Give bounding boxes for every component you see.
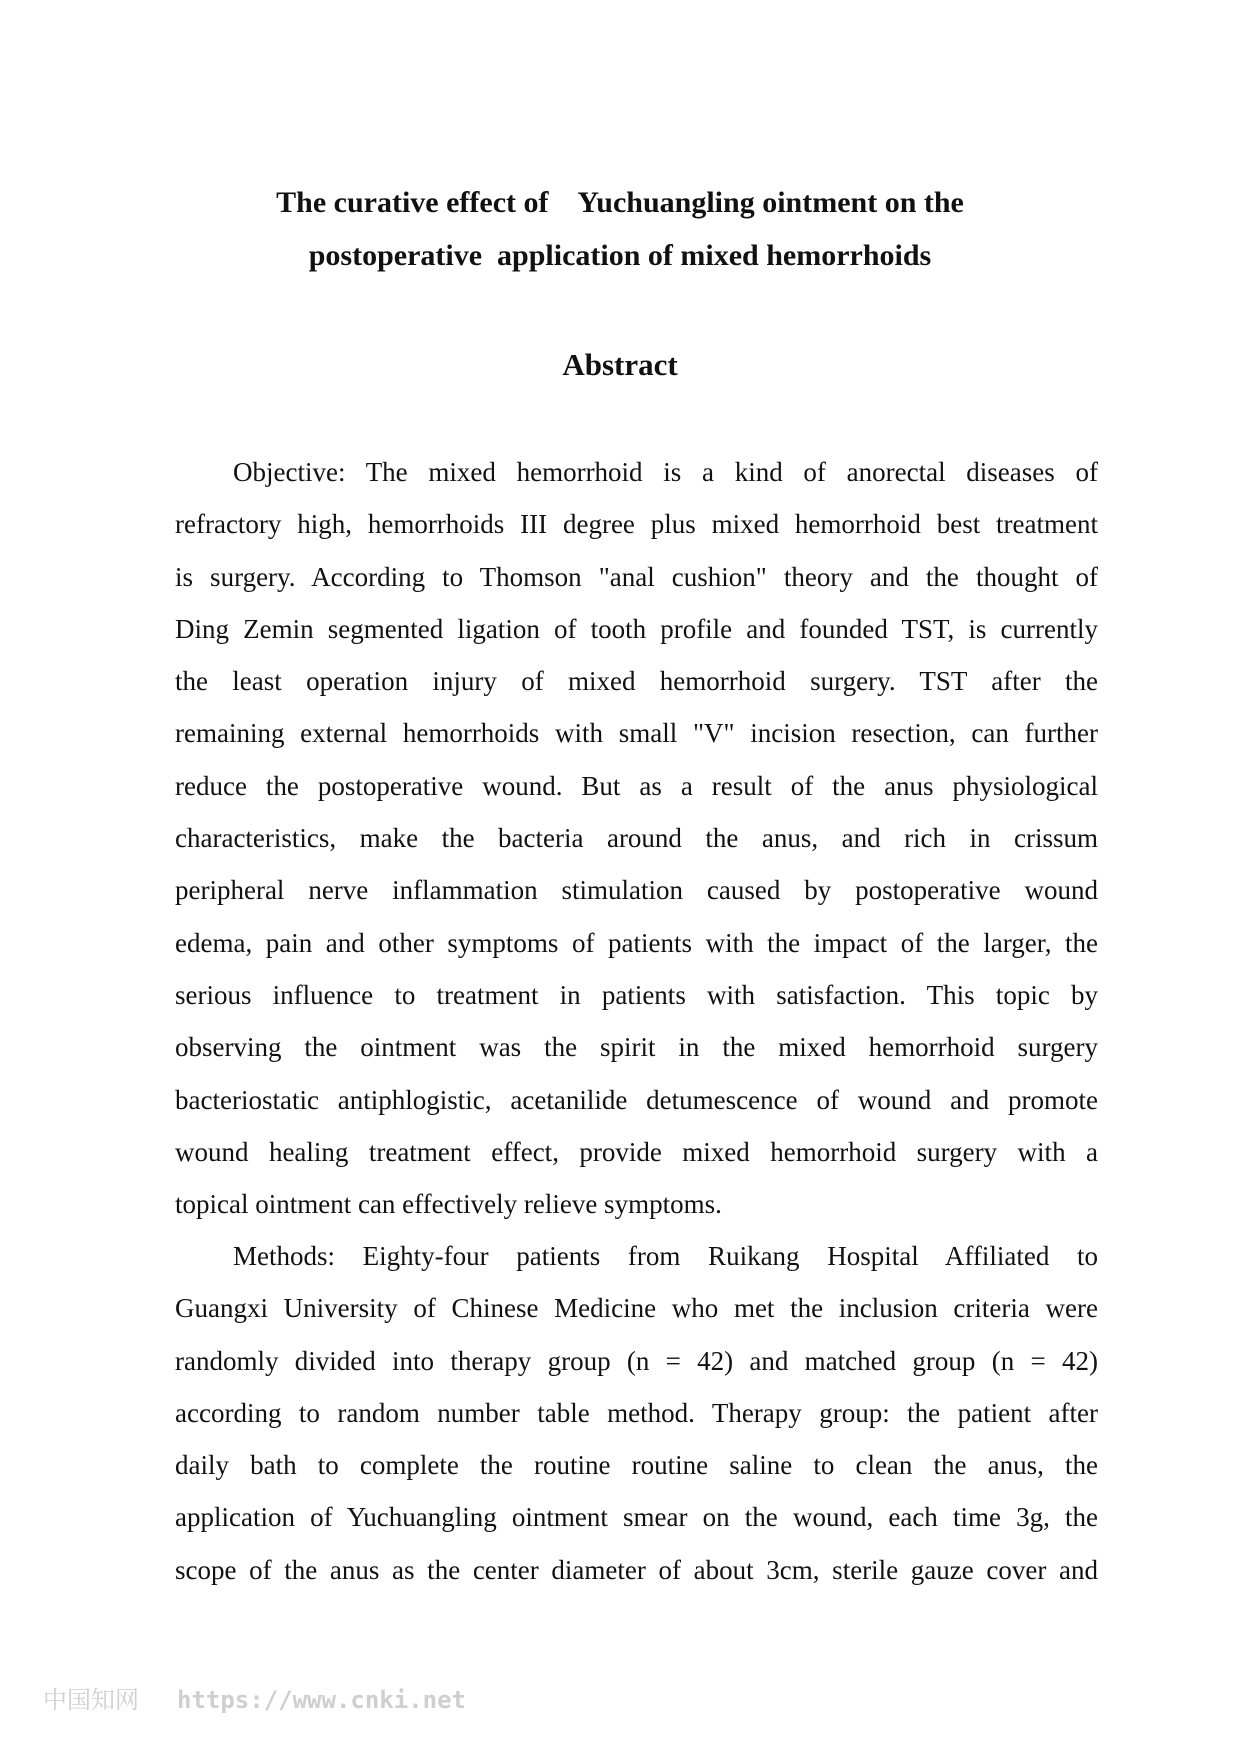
paragraph-line: topical ointment can effectively relieve symptoms. <box>175 1189 722 1220</box>
paragraph-line: Ding Zemin segmented ligation of tooth profile and founded TST, is currently <box>175 613 1098 644</box>
paragraph-line: application of Yuchuangling ointment smear on the wound, each time 3g, the <box>175 1502 1098 1533</box>
paragraph-line: scope of the anus as the center diameter of about 3cm, sterile gauze cover and <box>175 1554 1098 1585</box>
paragraph-line: edema, pain and other symptoms of patients with the impact of the larger, the <box>175 927 1098 958</box>
watermark-url: https://www.cnki.net <box>177 1686 466 1714</box>
paragraph-line: refractory high, hemorrhoids III degree plus mixed hemorrhoid best treatment <box>175 509 1098 540</box>
watermark-site-name: 中国知网 <box>43 1686 139 1714</box>
paper-title-line-1: The curative effect of Yuchuangling ointment on the <box>276 186 964 219</box>
paragraph-line: randomly divided into therapy group (n = 42) and matched group (n = 42) <box>175 1345 1098 1376</box>
paragraph-line: observing the ointment was the spirit in the mixed hemorrhoid surgery <box>175 1032 1098 1063</box>
paragraph-line: serious influence to treatment in patients with satisfaction. This topic by <box>175 979 1098 1010</box>
paragraph-line: Objective: The mixed hemorrhoid is a kind of anorectal diseases of <box>233 457 1098 487</box>
paragraph-line: is surgery. According to Thomson "anal cushion" theory and the thought of <box>175 561 1098 592</box>
objective-paragraph <box>175 446 1098 1230</box>
paragraph-line: the least operation injury of mixed hemorrhoid surgery. TST after the <box>175 666 1098 697</box>
paragraph-line: reduce the postoperative wound. But as a result of the anus physiological <box>175 770 1098 801</box>
paragraph-line: Guangxi University of Chinese Medicine who met the inclusion criteria were <box>175 1293 1098 1324</box>
paper-title-line-2: postoperative application of mixed hemorrhoids <box>308 239 932 272</box>
methods-paragraph <box>175 1230 1098 1596</box>
paragraph-line: bacteriostatic antiphlogistic, acetanilide detumescence of wound and promote <box>175 1084 1098 1115</box>
paragraph-line: peripheral nerve inflammation stimulation caused by postoperative wound <box>175 875 1098 906</box>
paragraph-line: daily bath to complete the routine routine saline to clean the anus, the <box>175 1450 1098 1481</box>
cnki-watermark <box>43 1680 466 1715</box>
abstract-heading: Abstract <box>562 347 678 382</box>
paragraph-line: remaining external hemorrhoids with small "V" incision resection, can further <box>175 718 1098 749</box>
paragraph-line: Methods: Eighty-four patients from Ruikang Hospital Affiliated to <box>233 1241 1098 1271</box>
paragraph-line: characteristics, make the bacteria around the anus, and rich in crissum <box>175 823 1098 854</box>
paragraph-line: according to random number table method. Therapy group: the patient after <box>175 1397 1098 1428</box>
paragraph-line: wound healing treatment effect, provide mixed hemorrhoid surgery with a <box>175 1136 1098 1167</box>
